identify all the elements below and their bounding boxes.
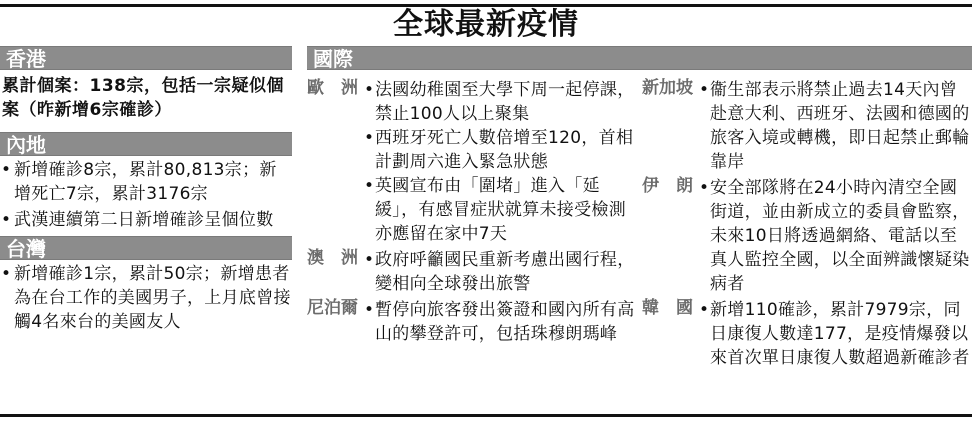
region-australia (307, 246, 637, 296)
mainland-section (0, 132, 292, 232)
region-label-europe: 歐 洲 (307, 78, 358, 98)
region-label-australia: 澳 洲 (307, 248, 358, 268)
mainland-list (0, 156, 292, 232)
list-item: • 法國幼稚園至大學下周一起停課，禁止100人以上聚集 (363, 78, 637, 126)
region-europe (307, 76, 637, 246)
taiwan-section (0, 236, 292, 334)
region-items-nepal (363, 296, 637, 346)
region-items-australia (363, 246, 637, 296)
international-section (307, 46, 972, 430)
region-label-nepal: 尼泊爾 (307, 298, 358, 318)
section-header-international: 國際 (307, 46, 972, 70)
europe-list (363, 76, 637, 246)
taiwan-list (0, 260, 292, 334)
list-item: • 西班牙死亡人數倍增至120，首相計劃周六進入緊急狀態 (363, 126, 637, 174)
region-label-iran: 伊 朗 (642, 176, 693, 196)
region-iran (642, 174, 972, 296)
australia-list (363, 246, 637, 296)
title-bar (0, 0, 972, 40)
hong-kong-summary: 累計個案：138宗，包括一宗疑似個案（昨新增6宗確診） (2, 76, 284, 120)
singapore-list (698, 76, 972, 174)
section-header-mainland: 內地 (0, 132, 292, 156)
list-item: • 暫停向旅客發出簽證和國內所有高山的攀登許可，包括珠穆朗瑪峰 (363, 298, 637, 346)
list-item: • 新增110確診，累計7979宗，同日康復人數達177，是疫情爆發以來首次單日康復人數超過新確診者 (698, 298, 972, 370)
list-item: • 新增確診8宗，累計80,813宗；新增死亡7宗，累計3176宗 (0, 158, 292, 206)
region-items-iran (698, 174, 972, 296)
international-body (307, 70, 972, 430)
list-item: • 衞生部表示將禁止過去14天內曾赴意大利、西班牙、法國和德國的旅客入境或轉機，即日起禁止郵輪靠岸 (698, 78, 972, 174)
region-items-europe (363, 76, 637, 246)
region-items-korea (698, 296, 972, 370)
list-item: • 政府呼籲國民重新考慮出國行程，變相向全球發出旅警 (363, 248, 637, 296)
left-column (0, 46, 292, 334)
bottom-rule (0, 414, 972, 417)
nepal-list (363, 296, 637, 346)
list-item: • 武漢連續第二日新增確診呈個位數 (0, 208, 292, 232)
international-column-b (642, 76, 972, 370)
section-header-taiwan: 台灣 (0, 236, 292, 260)
region-label-singapore: 新加坡 (642, 78, 693, 98)
list-item: • 英國宣布由「圍堵」進入「延緩」，有感冒症狀就算未接受檢測亦應留在家中7天 (363, 174, 637, 246)
region-items-singapore (698, 76, 972, 174)
international-column-a (307, 76, 637, 346)
korea-list (698, 296, 972, 370)
page-title: 全球最新疫情 (393, 7, 579, 42)
iran-list (698, 174, 972, 296)
region-label-korea: 韓 國 (642, 298, 693, 318)
list-item: • 新增確診1宗，累計50宗；新增患者為在台工作的美國男子，上月底曾接觸4名來台的美國友人 (0, 262, 292, 334)
region-nepal (307, 296, 637, 346)
region-singapore (642, 76, 972, 174)
region-korea (642, 296, 972, 370)
section-header-hong-kong: 香港 (0, 46, 292, 70)
list-item: • 安全部隊將在24小時內清空全國街道，並由新成立的委員會監察，未來10日將透過網絡、電話以至真人監控全國，以全面辨識懷疑染病者 (698, 176, 972, 296)
